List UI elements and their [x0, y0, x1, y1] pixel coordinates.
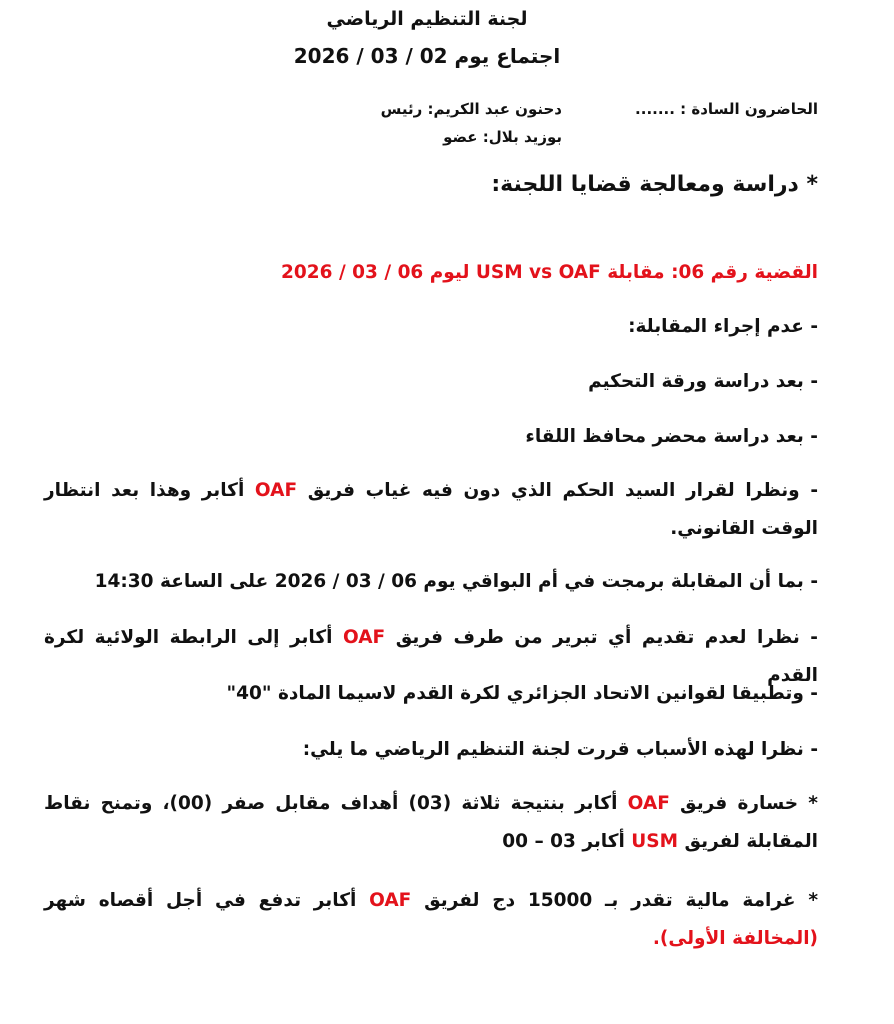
decision-paragraph [44, 308, 818, 346]
paragraph-text: * خسارة فريق [669, 793, 818, 814]
paragraph-text: - عدم إجراء المقابلة: [628, 316, 818, 337]
highlighted-text: OAF [369, 890, 412, 911]
committee-title: لجنة التنظيم الرياضي [326, 8, 528, 30]
paragraph-text: * غرامة مالية تقدر بـ 15000 دج لفريق [411, 890, 819, 911]
attendees-label: الحاضرون السادة : ....... [635, 100, 818, 118]
case-title [44, 254, 818, 292]
highlighted-text: OAF [627, 793, 670, 814]
decision-paragraph [44, 563, 818, 601]
highlighted-text: OAF [342, 627, 386, 648]
paragraph-text: - وتطبيقا لقوانين الاتحاد الجزائري لكرة القدم لاسيما المادة "40" [226, 683, 818, 704]
highlighted-text: USM [631, 831, 679, 852]
paragraph-text: - نظرا لعدم تقديم أي تبرير من طرف فريق [385, 627, 818, 648]
paragraph-text: أكابر 03 – 00 [502, 831, 632, 852]
paragraph-text: أكابر إلى الرابطة الولائية لكرة القدم [44, 627, 818, 686]
decision-paragraph [44, 472, 818, 548]
paragraph-text: أكابر وهذا بعد انتظار الوقت القانوني. [44, 480, 818, 539]
highlighted-text: (المخالفة الأولى). [652, 928, 818, 949]
meeting-date-title: اجتماع يوم 02 / 03 / 2026 [293, 44, 561, 68]
attendee-president: دحنون عبد الكريم: رئيس [380, 100, 562, 118]
decision-paragraph [44, 418, 818, 456]
paragraph-text: أكابر تدفع في أجل أقصاه شهر [44, 890, 370, 911]
section-heading: * دراسة ومعالجة قضايا اللجنة: [491, 172, 818, 197]
paragraph-text: - بما أن المقابلة برمجت في أم البواقي يوم 06 / 03 / 2026 على الساعة 14:30 [94, 571, 818, 592]
paragraph-text: أكابر بنتيجة ثلاثة (03) أهداف مقابل صفر (00)، وتمنح نقاط المقابلة لفريق [44, 793, 818, 852]
decision-paragraph [44, 363, 818, 401]
decision-paragraph [44, 675, 818, 713]
decision-paragraph [44, 785, 818, 861]
highlighted-text: القضية رقم 06: مقابلة USM vs OAF ليوم 06 / 03 / 2026 [281, 262, 818, 283]
highlighted-text: OAF [254, 480, 298, 501]
decision-paragraph [44, 882, 818, 958]
paragraph-text: - نظرا لهذه الأسباب قررت لجنة التنظيم الرياضي ما يلي: [302, 739, 818, 760]
paragraph-text: - بعد دراسة محضر محافظ اللقاء [525, 426, 818, 447]
paragraph-text: - بعد دراسة ورقة التحكيم [588, 371, 818, 392]
attendee-member: بوزيد بلال: عضو [443, 128, 562, 146]
paragraph-text: - ونظرا لقرار السيد الحكم الذي دون فيه غياب فريق [297, 480, 818, 501]
decision-paragraph [44, 731, 818, 769]
